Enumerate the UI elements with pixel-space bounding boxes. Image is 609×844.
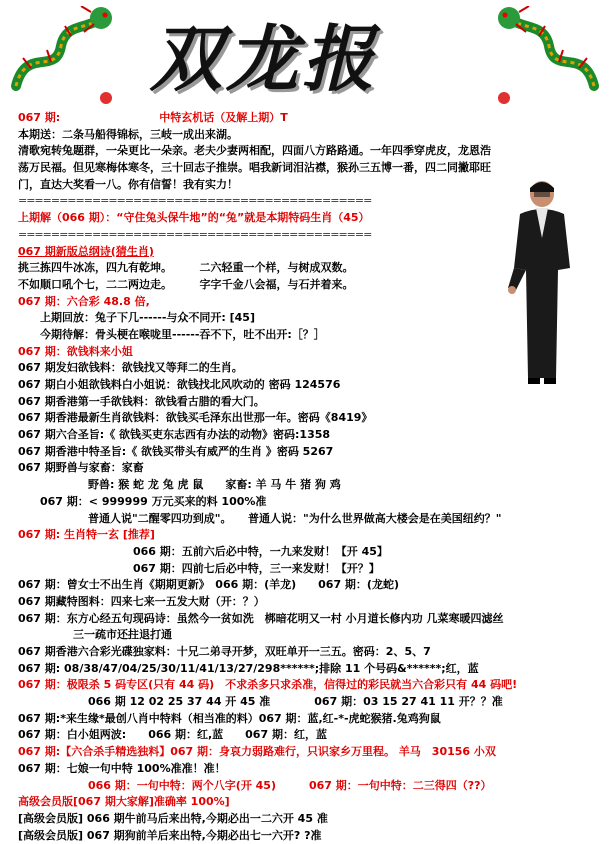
poem-paragraph: 清歌宛转兔题群，一朵更比一朵亲。老夫少妻两相配，四面八方路路通。一年四季穿虎皮，龙恩浩荡万民福。但见寒梅体寒冬，三十回志子推崇。唱我新词泪沾襟，猴孙三五博一番，四二同撇耶旺门，直达大奖看一八。你有信誓！我有实力！ (18, 144, 491, 191)
text-line: 三一疏市还拄退打通 (18, 628, 172, 642)
text-line: 067 期香港六合彩光碟独家料：十兄二弟寻开梦，双旺单开一三五。密码：2、5、7 (18, 645, 431, 659)
document-body (18, 110, 598, 844)
text-line-red: 066 期：一句中特：两个八字(开 45) 067 期：一句中特：二三得四（??） (88, 778, 492, 792)
text-line: 067 期六合圣旨:《 欲钱买吏东志西有办法的动物》密码:1358 (18, 428, 331, 442)
text-line: 067 期香港第一手欲钱料：欲钱看古腊的看大门。 (18, 394, 265, 408)
text-line: 067 期：七娘一句中特 100%准准！准！ (18, 761, 226, 775)
section-heading-odds: 067 期：六合彩 48.8 倍, (18, 294, 150, 308)
text-line: 067 期野兽与家畜：家畜 (18, 461, 144, 475)
text-line: 066 期 12 02 25 37 44 开 45 准 067 期：03 15 27 41 11 开？？准 (88, 695, 503, 709)
text-line: 上期回放：兔子下几------与众不同开: [45] (40, 311, 255, 325)
text-line: [高级会员版] 067 期狗前羊后来出特,今期必出七一六开? ?准 (18, 828, 322, 842)
text-line: 067 期：四前七后必中特，三一来发财！【开？】 (133, 561, 380, 575)
section-heading-previous: 上期解（066 期）：“守住兔头保牛地”的“兔”就是本期特码生肖（45） (18, 211, 370, 225)
text-line: 067 期藏特图料：四来七来一五发大财（开：？） (18, 594, 265, 608)
text-line: 067 期：东方心经五句现码诗：虽然今一贫如洗 梆暗花明又一村 小月道长修内功 几菜寒暖四滤丝 (18, 611, 504, 625)
text-line: 067 期发妇欲钱料：欲钱找又等拜二的生肖。 (18, 361, 243, 375)
divider: =========================================== (18, 227, 372, 241)
text-line: 067 期:*来生缘*最创八肖中特料（相当准的料）067 期：蓝,红-*-虎蛇猴猪.兔鸡狗鼠 (18, 711, 441, 725)
page-title: 双龙报 (150, 16, 379, 101)
section-heading-zodiac: 067 期: 生肖特一玄 [推荐] (18, 528, 155, 542)
page-header (0, 0, 609, 110)
text-line: 066 期：五前六后必中特，一九来发财！【开 45】 (133, 544, 388, 558)
text-line: 今期待解：骨头梗在喉咙里------吞不下，吐不出开:［？］ (40, 327, 325, 341)
dragon-icon-right (494, 6, 604, 106)
text-line: 067 期: 08/38/47/04/25/30/11/41/13/27/298******;排除 11 个号码&******;红，蓝 (18, 661, 479, 675)
text-line: [高级会员版] 066 期牛前马后来出特,今期必出一二六开 45 准 (18, 811, 328, 825)
text-line: 067 期：< 999999 万元买来的料 100%准 (40, 494, 267, 508)
dragon-icon-left (6, 6, 116, 106)
section-heading-vip: 高级会员版[067 期大家解]准确率 100%] (18, 795, 230, 809)
divider: =========================================== (18, 194, 372, 208)
text-line: 067 期：白小姐两波: 066 期：红,蓝 067 期：红，蓝 (18, 728, 327, 742)
section-heading-clue: 067 期: 中特玄机话（及解上期）T (18, 111, 288, 124)
section-heading-kill: 067 期：极限杀 5 码专区(只有 44 码) 不求杀多只求杀准，信得过的彩民就当六合彩只有 44 码吧! (18, 678, 518, 692)
text-line: 本期送：二条马船得锦标，三岐一成出来湖。 (18, 127, 238, 141)
section-heading-miss: 067 期：欲钱料来小姐 (18, 344, 133, 358)
text-line: 067 期香港最新生肖欲钱料：欲钱买毛泽东出世那一年。密码《8419》 (18, 411, 373, 425)
text-line: 067 期白小姐欲钱料白小姐说：欲钱找北风吹动的 密码 124576 (18, 378, 341, 392)
section-heading-poem: 067 期新版总纲诗(猜生肖) (18, 244, 154, 258)
text-line: 普通人说"二醒零四功到成"。 普通人说："为什么世界做高大楼会是在美国纽约？" (88, 511, 502, 525)
text-line: 不如顺口吼个七，二二两边走。 字字千金八会福，与石并着来。 (18, 277, 354, 291)
text-line: 067 期香港中特圣旨:《 欲钱买带头有威严的生肖 》密码 5267 (18, 444, 334, 458)
text-line: 挑三拣四牛冰冻，四九有乾坤。 二六轻重一个样，与树成双数。 (18, 261, 354, 275)
section-heading-killer: 067 期:【六合杀手精选独料】067 期：身哀力弱路难行，只识家乡万里程。 羊马 30156 小双 (18, 745, 496, 759)
text-line: 067 期：曾女士不出生肖《期期更新》 066 期：(羊龙) 067 期：(龙蛇) (18, 578, 399, 592)
text-line: 野兽: 猴 蛇 龙 兔 虎 鼠 家畜: 羊 马 牛 猪 狗 鸡 (88, 478, 341, 492)
